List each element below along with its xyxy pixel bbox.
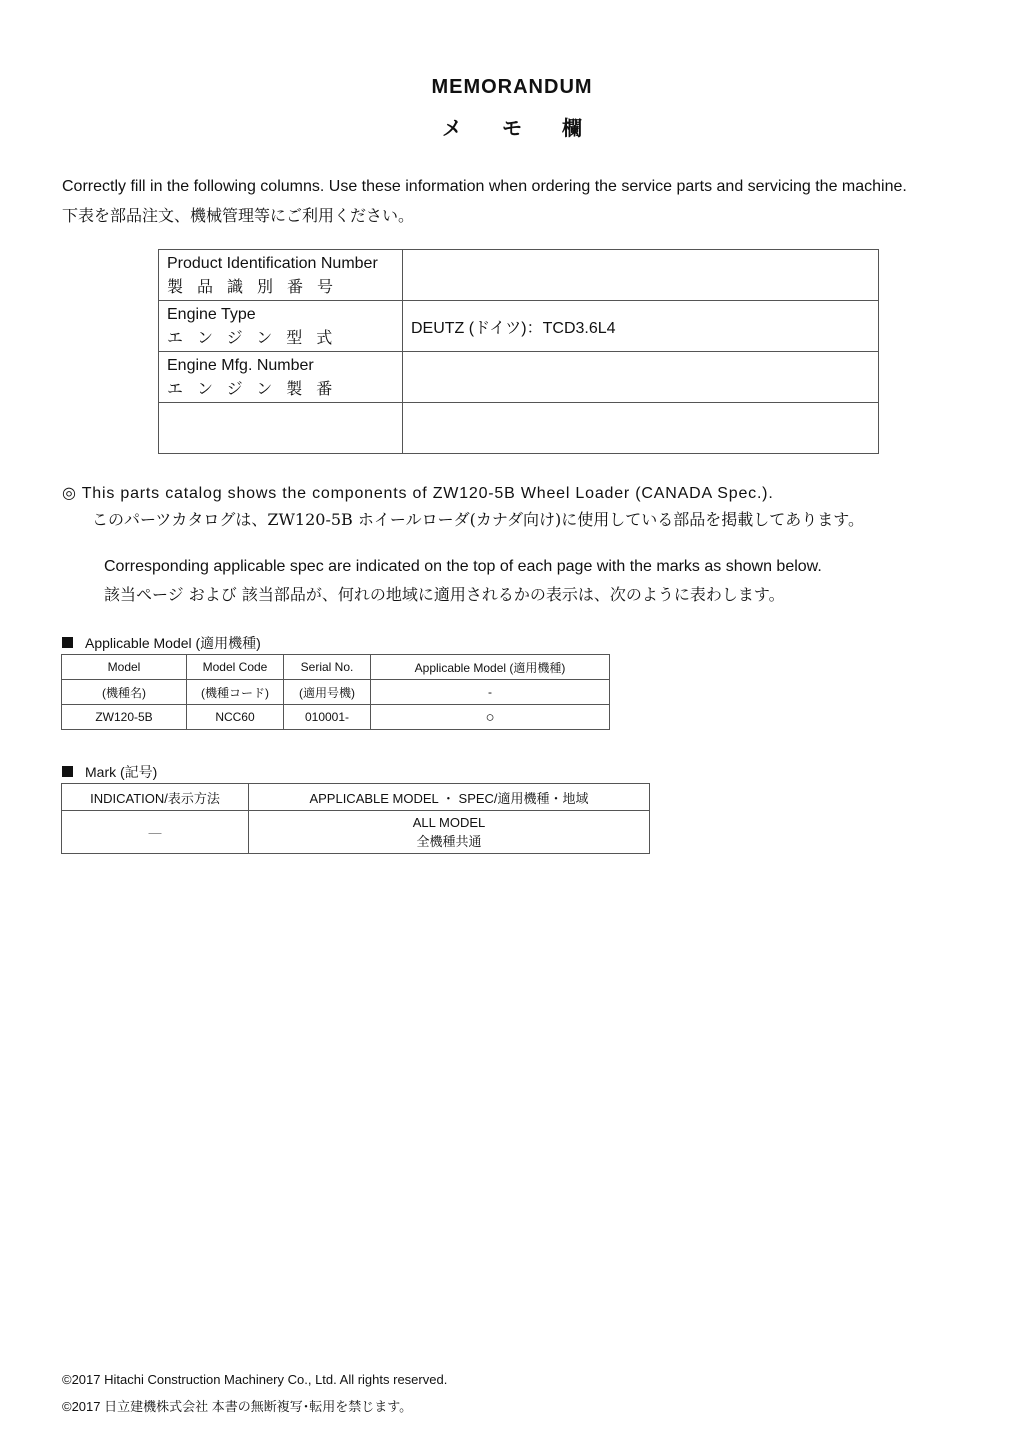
square-bullet-icon [62, 637, 73, 648]
page-title: MEMORANDUM [431, 76, 593, 98]
copyright-en: ©2017 Hitachi Construction Machinery Co., Ltd. All rights reserved. [62, 1372, 448, 1387]
label-jp: エンジン型式 [167, 328, 347, 347]
header-model-code-jp: (機種コード) [187, 680, 284, 705]
table-row [159, 301, 879, 352]
applicable-model-heading [62, 633, 261, 653]
table-row [159, 352, 879, 403]
mark-heading [62, 762, 157, 782]
mark-table [61, 783, 650, 854]
label-cell [159, 250, 403, 301]
square-bullet-icon [62, 766, 73, 777]
header-model-jp: (機種名) [62, 680, 187, 705]
intro-text-en: Correctly fill in the following columns. Use these information when ordering the service parts and servicing the machine. [62, 178, 907, 195]
label-en: Engine Mfg. Number [167, 357, 314, 374]
header-serial-jp: (適用号機) [284, 680, 371, 705]
identification-table [158, 249, 879, 454]
header-serial: Serial No. [284, 655, 371, 680]
spec-jp: 全機種共通 [416, 834, 482, 849]
applicable-model-table [61, 654, 610, 730]
spec-note-en: Corresponding applicable spec are indicated on the top of each page with the marks as shown below. [104, 558, 822, 575]
model-code-cell: NCC60 [187, 705, 284, 730]
header-applicable: Applicable Model (適用機種) [371, 655, 610, 680]
spec-note-jp: 該当ページ および 該当部品が、何れの地域に適用されるかの表示は、次のように表わします。 [104, 585, 785, 604]
label-cell[interactable] [159, 403, 403, 454]
page-title-jp: メモ欄 [442, 118, 622, 140]
catalog-note-jp: このパーツカタログは、ZW120-5B ホイールローダ(カナダ向け)に使用している部品を掲載してあります。 [92, 510, 864, 529]
model-cell: ZW120-5B [62, 705, 187, 730]
header-model-code: Model Code [187, 655, 284, 680]
value-cell[interactable]: DEUTZ (ドイツ)：TCD3.6L4 [403, 301, 879, 352]
table-row [62, 705, 610, 730]
value-cell[interactable] [403, 352, 879, 403]
label-jp: 製品識別番号 [167, 277, 348, 296]
table-header-row [62, 680, 610, 705]
label-cell [159, 301, 403, 352]
table-row [159, 403, 879, 454]
mark-heading-text: Mark (記号) [85, 764, 158, 780]
catalog-note-en: ◎ This parts catalog shows the components of ZW120-5B Wheel Loader (CANADA Spec.). [62, 485, 774, 502]
copyright-jp: ©2017 日立建機株式会社 本書の無断複写･転用を禁じます。 [62, 1399, 413, 1414]
spec-cell [249, 811, 650, 854]
indication-cell: — [62, 811, 249, 854]
label-jp: エンジン製番 [167, 379, 347, 398]
label-cell [159, 352, 403, 403]
mark-cell: ○ [371, 705, 610, 730]
intro-text-jp: 下表を部品注文、機械管理等にご利用ください。 [62, 206, 415, 225]
header-spec: APPLICABLE MODEL ・ SPEC/適用機種・地域 [249, 784, 650, 811]
value-cell[interactable] [403, 250, 879, 301]
header-model: Model [62, 655, 187, 680]
table-header-row [62, 655, 610, 680]
table-header-row [62, 784, 650, 811]
serial-cell: 010001- [284, 705, 371, 730]
value-cell[interactable] [403, 403, 879, 454]
table-row [62, 811, 650, 854]
header-indication: INDICATION/表示方法 [62, 784, 249, 811]
header-applicable-sub: - [371, 680, 610, 705]
table-row [159, 250, 879, 301]
spec-en: ALL MODEL [412, 815, 486, 830]
label-en: Product Identification Number [167, 255, 378, 272]
label-en: Engine Type [167, 306, 256, 323]
applicable-model-heading-text: Applicable Model (適用機種) [85, 635, 261, 651]
